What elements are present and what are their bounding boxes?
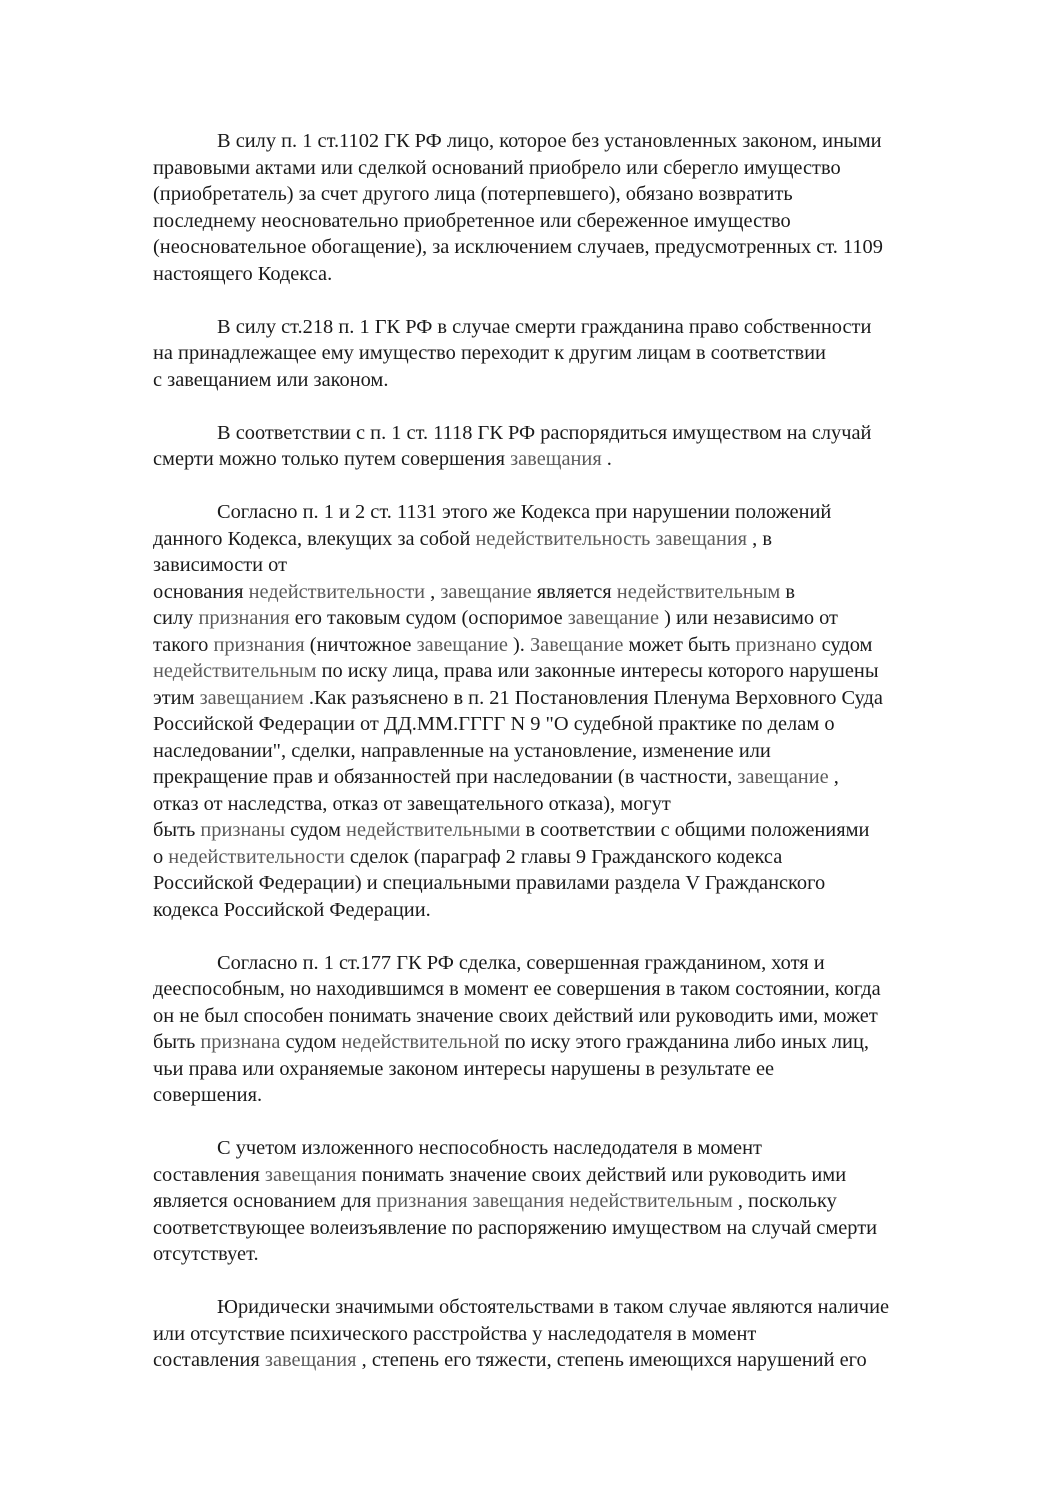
text-segment: в <box>780 580 795 603</box>
text-line <box>153 446 991 473</box>
text-line <box>153 1215 991 1242</box>
text-line <box>153 234 991 261</box>
text-line <box>153 817 991 844</box>
text-segment: (приобретатель) за счет другого лица (потерпевшего), обязано возвратить <box>153 183 793 205</box>
text-line <box>153 764 991 791</box>
highlighted-term: завещанием <box>199 686 304 709</box>
text-line <box>153 1294 991 1321</box>
text-segment: его таковым судом (оспоримое <box>289 607 568 629</box>
highlighted-term: завещание <box>737 766 829 788</box>
text-segment: Российской Федерации от ДД.ММ.ГГГГ N 9 "О судебной практике по делам о <box>153 713 835 735</box>
text-line <box>153 791 991 818</box>
text-segment: данного Кодекса, влекущих за собой <box>153 527 476 550</box>
text-segment: в соответствии с общими положениями <box>520 819 870 841</box>
highlighted-term: признана <box>200 1031 281 1053</box>
text-line <box>153 1321 991 1348</box>
text-line <box>153 976 991 1003</box>
text-line <box>153 181 991 208</box>
highlighted-term: завещание <box>440 580 532 603</box>
text-segment: , <box>425 580 441 603</box>
highlighted-term: завещания <box>264 1163 357 1186</box>
text-line <box>153 605 991 632</box>
highlighted-term: признания <box>198 607 290 629</box>
text-line <box>153 844 991 871</box>
text-segment: С учетом изложенного неспособность наследодателя в момент <box>217 1137 762 1159</box>
text-line <box>153 685 991 712</box>
highlighted-term: Завещание <box>529 633 624 656</box>
text-segment: является <box>531 580 617 603</box>
text-line <box>153 950 991 977</box>
text-line <box>153 314 991 341</box>
text-segment: отсутствует. <box>153 1243 259 1265</box>
text-segment: по иску этого гражданина либо иных лиц, <box>499 1031 869 1053</box>
text-segment: , степень его тяжести, степень имеющихся нарушений его <box>356 1349 867 1371</box>
paragraph <box>153 314 991 394</box>
text-line <box>153 897 991 924</box>
highlighted-term: недействительными <box>346 819 521 841</box>
text-segment: является основанием для <box>153 1190 377 1212</box>
text-line <box>153 1188 991 1215</box>
text-segment: В силу п. 1 ст.1102 ГК РФ лицо, которое без установленных законом, иными <box>217 130 882 152</box>
text-line <box>153 1347 991 1374</box>
highlighted-term: завещание <box>567 607 660 629</box>
text-segment: Согласно п. 1 ст.177 ГК РФ сделка, совершенная гражданином, хотя и <box>217 951 825 974</box>
text-segment: основания <box>153 580 249 603</box>
text-line <box>153 340 991 367</box>
text-line <box>153 579 991 606</box>
text-segment: такого <box>153 633 214 656</box>
text-segment: сделок (параграф 2 главы 9 Гражданского кодекса <box>344 845 783 868</box>
text-segment: Юридически значимыми обстоятельствами в таком случае являются наличие <box>217 1296 890 1318</box>
highlighted-term: недействительным <box>616 580 781 603</box>
text-segment: дееспособным, но находившимся в момент ее совершения в таком состоянии, когда <box>153 978 881 1000</box>
text-segment: последнему неосновательно приобретенное или сбереженное имущество <box>153 209 791 232</box>
text-segment: настоящего Кодекса. <box>153 262 333 285</box>
text-line <box>153 420 991 447</box>
text-segment: , поскольку <box>732 1190 837 1212</box>
highlighted-term: признаны <box>200 819 286 841</box>
highlighted-term: завещания <box>510 448 602 470</box>
text-segment: соответствующее волеизъявление по распоряжению имуществом на случай смерти <box>153 1216 878 1239</box>
text-segment: смерти можно только путем совершения <box>153 448 511 470</box>
text-segment: этим <box>153 686 200 709</box>
text-segment: (ничтожное <box>304 633 417 656</box>
text-segment: . <box>601 448 612 470</box>
text-segment: понимать значение своих действий или руководить ими <box>356 1163 847 1186</box>
document-body <box>153 128 991 1400</box>
text-segment: прекращение прав и обязанностей при наследовании (в частности, <box>153 766 738 788</box>
paragraph <box>153 420 991 473</box>
text-segment: В силу ст.218 п. 1 ГК РФ в случае смерти гражданина право собственности <box>217 315 872 338</box>
highlighted-term: завещания <box>264 1349 357 1371</box>
highlighted-term: признания завещания недействительным <box>376 1190 733 1212</box>
text-segment: судом <box>816 633 873 656</box>
text-line <box>153 1162 991 1189</box>
text-line <box>153 870 991 897</box>
highlighted-term: признания <box>213 633 305 656</box>
text-segment: совершения. <box>153 1084 263 1106</box>
text-segment: В соответствии с п. 1 ст. 1118 ГК РФ распорядиться имуществом на случай <box>217 421 872 444</box>
text-segment: он не был способен понимать значение своих действий или руководить ими, может <box>153 1004 878 1027</box>
text-segment: быть <box>153 1031 201 1053</box>
text-segment: с завещанием или законом. <box>153 368 389 391</box>
text-segment: Российской Федерации) и специальными правилами раздела V Гражданского <box>153 872 826 894</box>
paragraph <box>153 1294 991 1374</box>
text-segment: может быть <box>623 633 736 656</box>
text-segment: наследовании", сделки, направленные на установление, изменение или <box>153 739 771 762</box>
text-segment: судом <box>285 819 347 841</box>
text-segment: , в <box>747 527 772 550</box>
text-line <box>153 1241 991 1268</box>
text-segment: по иску лица, права или законные интересы которого нарушены <box>316 660 879 682</box>
text-line <box>153 155 991 182</box>
text-line <box>153 1029 991 1056</box>
text-segment: или отсутствие психического расстройства у наследодателя в момент <box>153 1322 757 1345</box>
highlighted-term: недействительной <box>341 1031 500 1053</box>
text-segment: судом <box>280 1031 342 1053</box>
highlighted-term: недействительным <box>153 660 317 682</box>
highlighted-term: признано <box>735 633 817 656</box>
text-line <box>153 632 991 659</box>
text-segment: правовыми актами или сделкой оснований приобрело или сберегло имущество <box>153 156 841 179</box>
text-segment: на принадлежащее ему имущество переходит к другим лицам в соответствии <box>153 342 826 364</box>
text-line <box>153 499 991 526</box>
highlighted-term: недействительность завещания <box>475 527 748 550</box>
text-segment: отказ от наследства, отказ от завещательного отказа), могут <box>153 792 671 815</box>
paragraph <box>153 128 991 287</box>
text-line <box>153 658 991 685</box>
text-line <box>153 711 991 738</box>
text-segment: составления <box>153 1163 265 1186</box>
text-line <box>153 526 991 553</box>
text-line <box>153 1003 991 1030</box>
highlighted-term: завещание <box>416 633 508 656</box>
paragraph <box>153 499 991 923</box>
text-segment: (неосновательное обогащение), за исключением случаев, предусмотренных ст. 1109 <box>153 236 883 258</box>
text-segment: .Как разъяснено в п. 21 Постановления Пленума Верховного Суда <box>303 686 883 709</box>
text-segment: зависимости от <box>153 554 288 576</box>
text-segment: о <box>153 845 169 868</box>
text-segment: составления <box>153 1349 265 1371</box>
text-segment: силу <box>153 607 199 629</box>
text-segment: ). <box>507 633 530 656</box>
paragraph <box>153 950 991 1109</box>
text-line <box>153 738 991 765</box>
text-line <box>153 367 991 394</box>
text-segment: быть <box>153 819 201 841</box>
paragraph <box>153 1135 991 1268</box>
text-line <box>153 1135 991 1162</box>
text-line <box>153 1056 991 1083</box>
text-line <box>153 1082 991 1109</box>
text-line <box>153 128 991 155</box>
text-line <box>153 261 991 288</box>
highlighted-term: недействительности <box>248 580 426 603</box>
text-segment: Согласно п. 1 и 2 ст. 1131 этого же Кодекса при нарушении положений <box>217 501 832 523</box>
text-line <box>153 552 991 579</box>
text-segment: , <box>828 766 839 788</box>
text-segment: кодекса Российской Федерации. <box>153 898 431 921</box>
text-line <box>153 208 991 235</box>
highlighted-term: недействительности <box>168 845 345 868</box>
text-segment: чьи права или охраняемые законом интересы нарушены в результате ее <box>153 1057 775 1080</box>
text-segment: ) или независимо от <box>659 607 838 629</box>
